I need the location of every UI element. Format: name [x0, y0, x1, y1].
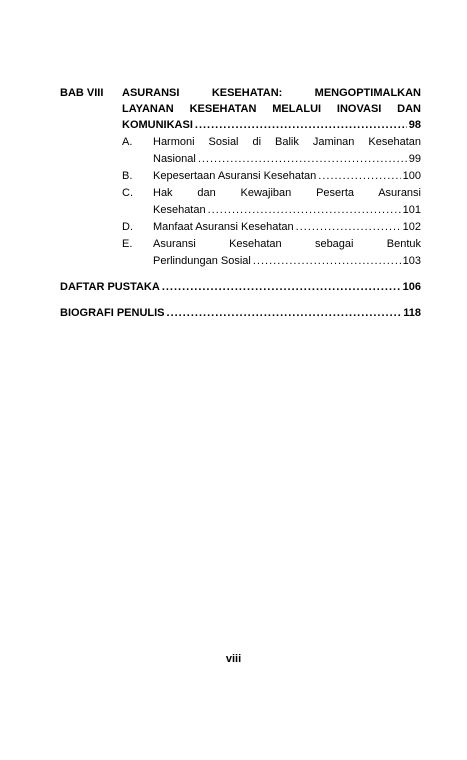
item-letter: E. [122, 238, 133, 250]
chapter-title-line: KOMUNIKASI [122, 119, 193, 131]
chapter-entry[interactable] [60, 85, 421, 133]
item-leader-line [153, 219, 421, 236]
subsection-list [122, 134, 421, 270]
item-text-line: Kepesertaan Asuransi Kesehatan [153, 170, 317, 182]
chapter-title-last-line [122, 117, 421, 133]
toc-section-biografi-penulis[interactable] [60, 304, 421, 323]
section-title: BIOGRAFI PENULIS [60, 307, 165, 319]
item-letter: A. [122, 136, 133, 148]
dot-leader [198, 151, 407, 168]
item-text-line: Manfaat Asuransi Kesehatan [153, 221, 294, 233]
toc-item[interactable] [122, 168, 421, 185]
item-leader-line [153, 151, 421, 168]
chapter-title [122, 85, 421, 133]
item-text-line: Kesehatan [153, 204, 206, 216]
toc-item[interactable] [122, 219, 421, 236]
dot-leader [253, 253, 401, 270]
item-text-line: Asuransi Kesehatan sebagai Bentuk [153, 238, 421, 250]
item-letter: C. [122, 187, 133, 199]
item-leader-line [153, 202, 421, 219]
page-number: viii [225, 653, 242, 665]
chapter-number: BAB VIII [60, 87, 104, 99]
item-text-line: Hak dan Kewajiban Peserta Asuransi [153, 187, 421, 199]
dot-leader [162, 278, 401, 297]
toc-section-daftar-pustaka[interactable] [60, 278, 421, 297]
item-text-line: Nasional [153, 153, 196, 165]
chapter-title-line: ASURANSI KESEHATAN: MENGOPTIMALKAN [122, 87, 421, 99]
dot-leader [296, 219, 401, 236]
page-ref: 103 [402, 255, 421, 267]
page-ref: 98 [408, 119, 421, 131]
section-title: DAFTAR PUSTAKA [60, 281, 160, 293]
item-leader-line [153, 253, 421, 270]
dot-leader [167, 304, 402, 323]
chapter-title-line: LAYANAN KESEHATAN MELALUI INOVASI DAN [122, 103, 421, 115]
table-of-contents [60, 85, 421, 323]
dot-leader [208, 202, 401, 219]
page-ref: 102 [402, 221, 421, 233]
page-ref: 101 [402, 204, 421, 216]
page-ref: 99 [408, 153, 421, 165]
dot-leader [318, 168, 400, 185]
dot-leader [195, 117, 407, 133]
page-ref: 106 [402, 281, 421, 293]
page-ref: 118 [403, 307, 421, 319]
item-text-line: Harmoni Sosial di Balik Jaminan Kesehatan [153, 136, 421, 148]
page-ref: 100 [402, 170, 421, 182]
item-letter: D. [122, 221, 133, 233]
toc-item[interactable] [122, 134, 421, 168]
item-leader-line [153, 168, 421, 185]
item-text-line: Perlindungan Sosial [153, 255, 251, 267]
toc-item[interactable] [122, 236, 421, 270]
item-letter: B. [122, 170, 133, 182]
toc-item[interactable] [122, 185, 421, 219]
